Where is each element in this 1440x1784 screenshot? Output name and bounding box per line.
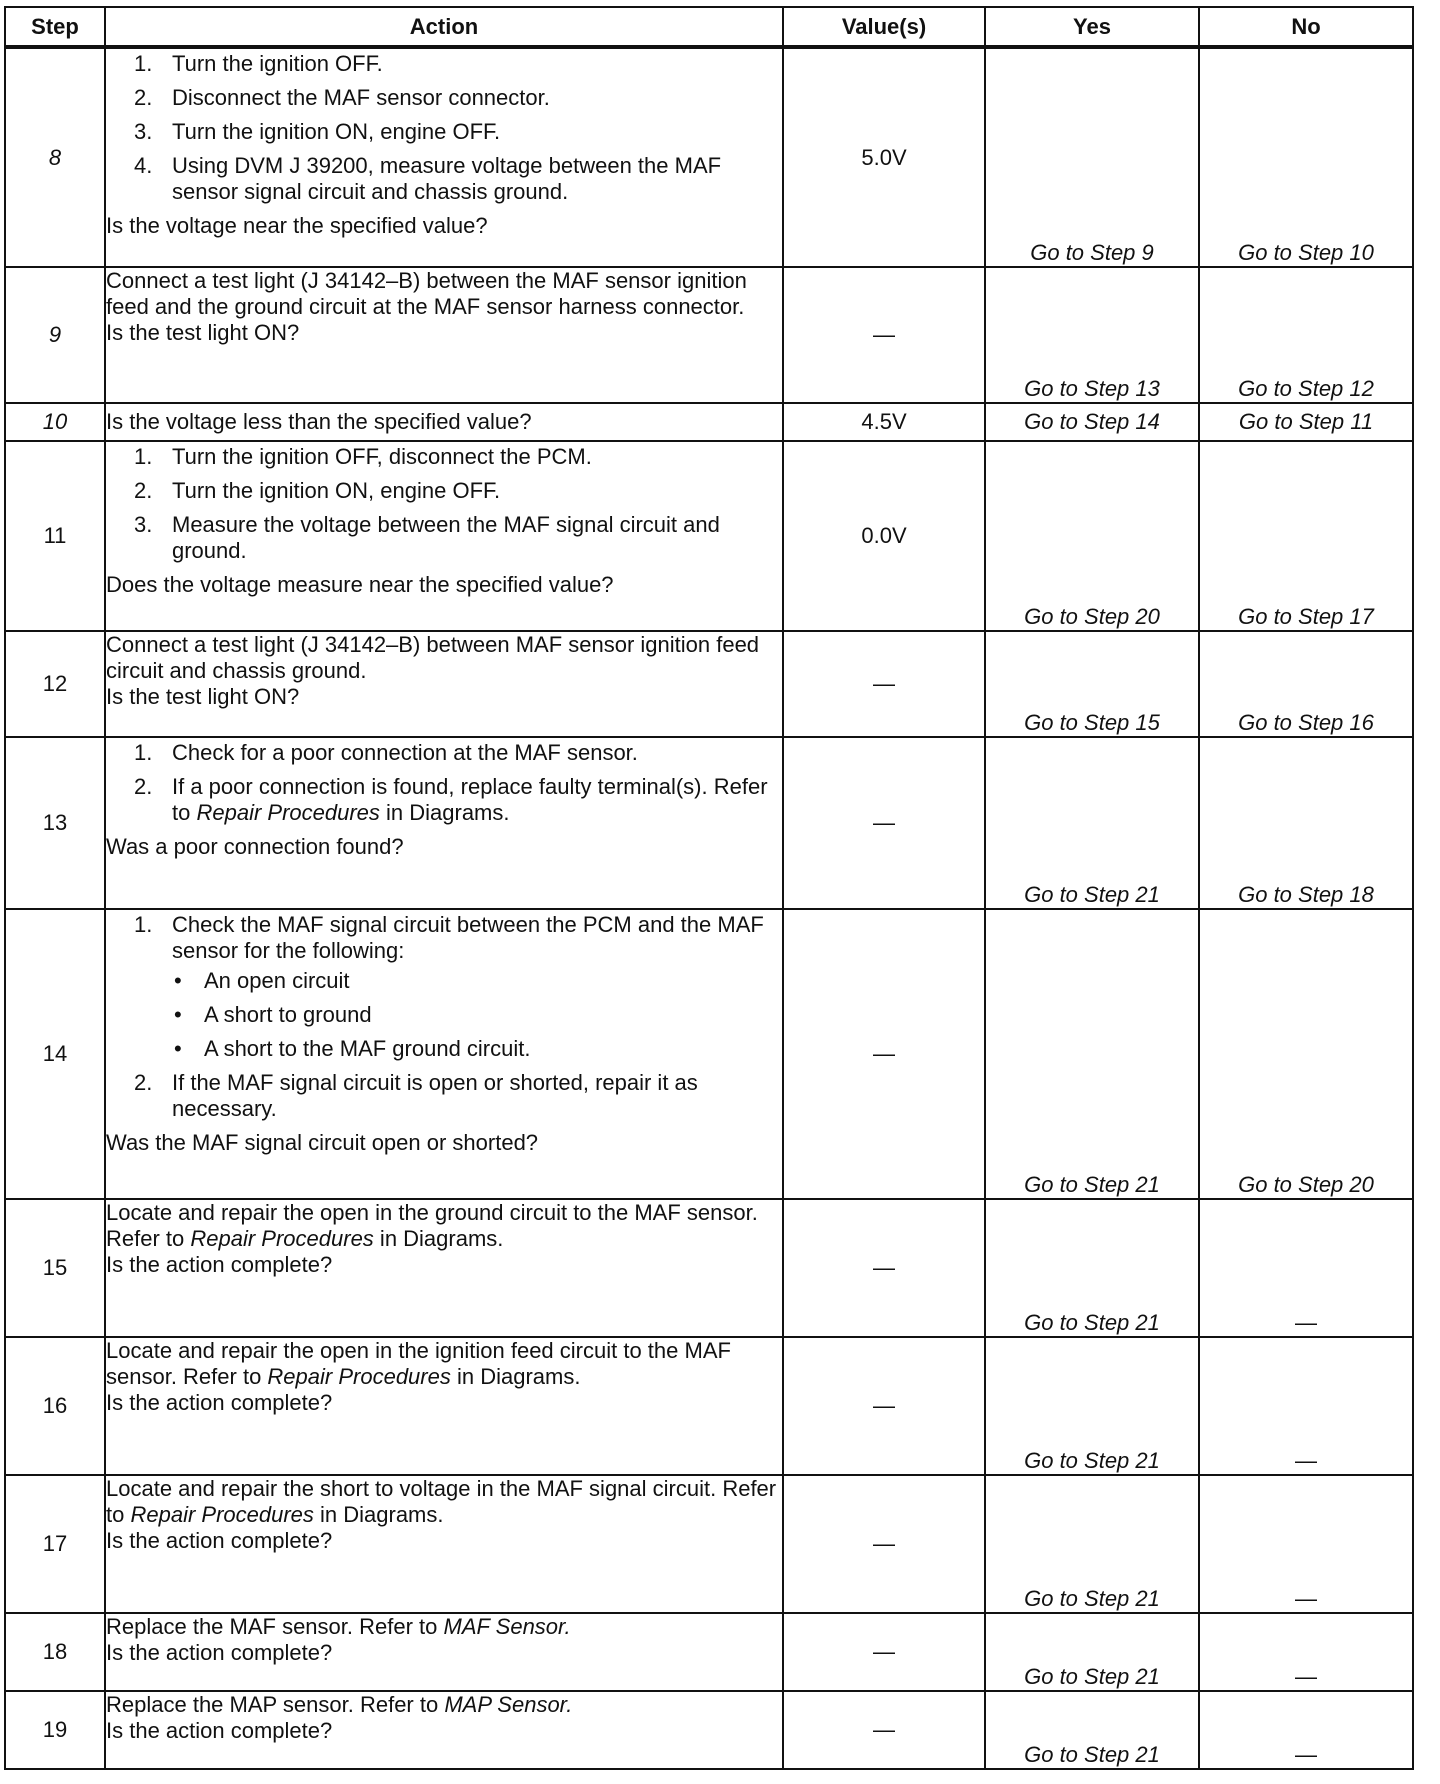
- no-cell: —: [1199, 1475, 1413, 1613]
- action-cell: [105, 1199, 783, 1337]
- list-item: 2. If a poor connection is found, replace faulty terminal(s). Refer to Repair Procedures in Diagrams.: [134, 774, 768, 825]
- question-text: Does the voltage measure near the specified value?: [106, 572, 614, 597]
- yes-cell: Go to Step 21: [985, 1691, 1199, 1769]
- no-cell: Go to Step 16: [1199, 631, 1413, 737]
- action-text: Replace the MAP sensor. Refer to MAP Sensor.: [106, 1692, 573, 1717]
- repair-procedures-reference[interactable]: Repair Procedures: [130, 1502, 314, 1527]
- yes-cell: Go to Step 14: [985, 403, 1199, 441]
- yes-cell: Go to Step 21: [985, 737, 1199, 909]
- table-row: [5, 1691, 1413, 1769]
- step-list: [106, 51, 782, 213]
- table-row: [5, 1475, 1413, 1613]
- header-action: Action: [105, 7, 783, 47]
- yes-cell: Go to Step 15: [985, 631, 1199, 737]
- action-text: Locate and repair the open in the ignition feed circuit to the MAF sensor. Refer to Repair Procedures in Diagrams.: [106, 1338, 731, 1389]
- action-text: Connect a test light (J 34142–B) between the MAF sensor ignition feed and the ground circuit at the MAF sensor harness connector.: [106, 268, 747, 319]
- maf-sensor-reference[interactable]: MAF Sensor.: [443, 1614, 571, 1639]
- yes-cell: Go to Step 20: [985, 441, 1199, 631]
- header-yes: Yes: [985, 7, 1199, 47]
- question-text: Is the action complete?: [106, 1528, 333, 1553]
- no-cell: Go to Step 10: [1199, 47, 1413, 267]
- yes-cell: Go to Step 21: [985, 1613, 1199, 1691]
- bullet-list: [172, 968, 782, 1062]
- question-text: Is the voltage less than the specified value?: [106, 409, 532, 434]
- no-cell: —: [1199, 1199, 1413, 1337]
- value-cell: —: [783, 909, 985, 1199]
- list-item: 3. Measure the voltage between the MAF signal circuit and ground.: [134, 512, 720, 563]
- step-number: 10: [5, 403, 105, 441]
- table-row: [5, 1613, 1413, 1691]
- no-cell: Go to Step 11: [1199, 403, 1413, 441]
- no-cell: Go to Step 18: [1199, 737, 1413, 909]
- table-row: [5, 403, 1413, 441]
- action-text: Locate and repair the open in the ground circuit to the MAF sensor. Refer to Repair Procedures in Diagrams.: [106, 1200, 758, 1251]
- question-text: Is the action complete?: [106, 1252, 333, 1277]
- table-row: [5, 47, 1413, 267]
- no-cell: —: [1199, 1337, 1413, 1475]
- question-text: Is the test light ON?: [106, 684, 300, 709]
- header-values: Value(s): [783, 7, 985, 47]
- step-number: 11: [5, 441, 105, 631]
- table-row: [5, 909, 1413, 1199]
- map-sensor-reference[interactable]: MAP Sensor.: [444, 1692, 573, 1717]
- action-cell: [105, 441, 783, 631]
- value-cell: —: [783, 1199, 985, 1337]
- yes-cell: Go to Step 21: [985, 909, 1199, 1199]
- step-number: 19: [5, 1691, 105, 1769]
- list-item: 2. If the MAF signal circuit is open or shorted, repair it as necessary.: [134, 1070, 698, 1121]
- step-number: 17: [5, 1475, 105, 1613]
- no-cell: —: [1199, 1691, 1413, 1769]
- table-row: [5, 1199, 1413, 1337]
- action-cell: [105, 1337, 783, 1475]
- value-cell: 0.0V: [783, 441, 985, 631]
- step-number: 14: [5, 909, 105, 1199]
- action-cell: [105, 631, 783, 737]
- action-cell: [105, 1475, 783, 1613]
- question-text: Is the action complete?: [106, 1718, 333, 1743]
- repair-procedures-reference[interactable]: Repair Procedures: [196, 800, 380, 825]
- step-list: [106, 444, 782, 572]
- no-cell: Go to Step 12: [1199, 267, 1413, 403]
- list-item: • A short to the MAF ground circuit.: [174, 1036, 531, 1061]
- yes-cell: Go to Step 21: [985, 1475, 1199, 1613]
- list-item: 3. Turn the ignition ON, engine OFF.: [134, 119, 501, 144]
- table-row: [5, 441, 1413, 631]
- question-text: Was a poor connection found?: [106, 834, 404, 859]
- value-cell: —: [783, 1337, 985, 1475]
- list-item: 2. Turn the ignition ON, engine OFF.: [134, 478, 501, 503]
- value-cell: 4.5V: [783, 403, 985, 441]
- list-item: • A short to ground: [174, 1002, 372, 1027]
- step-number: 18: [5, 1613, 105, 1691]
- list-item: 1. Turn the ignition OFF, disconnect the PCM.: [134, 444, 592, 469]
- action-cell: [105, 737, 783, 909]
- question-text: Is the test light ON?: [106, 320, 300, 345]
- action-text: Connect a test light (J 34142–B) between MAF sensor ignition feed circuit and chassis ground.: [106, 632, 760, 683]
- list-item: • An open circuit: [174, 968, 350, 993]
- action-cell: [105, 267, 783, 403]
- table-row: [5, 631, 1413, 737]
- step-number: 12: [5, 631, 105, 737]
- repair-procedures-reference[interactable]: Repair Procedures: [267, 1364, 451, 1389]
- step-number: 13: [5, 737, 105, 909]
- action-cell: [105, 1613, 783, 1691]
- yes-cell: Go to Step 21: [985, 1199, 1199, 1337]
- yes-cell: Go to Step 9: [985, 47, 1199, 267]
- step-list: [106, 912, 782, 1130]
- list-item: 2. Disconnect the MAF sensor connector.: [134, 85, 550, 110]
- list-item: 1. Check the MAF signal circuit between the PCM and the MAF sensor for the following: • An open circuit • A short to ground • A short to the MAF ground circuit.: [106, 912, 782, 1062]
- repair-procedures-reference[interactable]: Repair Procedures: [190, 1226, 374, 1251]
- question-text: Was the MAF signal circuit open or shorted?: [106, 1130, 539, 1155]
- list-item: 1. Turn the ignition OFF.: [134, 51, 383, 76]
- list-item: 4. Using DVM J 39200, measure voltage between the MAF sensor signal circuit and chassis ground.: [134, 153, 722, 204]
- step-number: 8: [5, 47, 105, 267]
- question-text: Is the voltage near the specified value?: [106, 213, 488, 238]
- yes-cell: Go to Step 21: [985, 1337, 1199, 1475]
- header-row: [5, 7, 1413, 47]
- diagnostic-table: [4, 6, 1414, 1770]
- action-cell: [105, 403, 783, 441]
- yes-cell: Go to Step 13: [985, 267, 1199, 403]
- value-cell: —: [783, 1613, 985, 1691]
- action-cell: [105, 47, 783, 267]
- action-text: Locate and repair the short to voltage in the MAF signal circuit. Refer to Repair Procedures in Diagrams.: [106, 1476, 777, 1527]
- question-text: Is the action complete?: [106, 1390, 333, 1415]
- value-cell: —: [783, 1691, 985, 1769]
- value-cell: —: [783, 737, 985, 909]
- table-row: [5, 1337, 1413, 1475]
- step-number: 9: [5, 267, 105, 403]
- step-number: 15: [5, 1199, 105, 1337]
- no-cell: —: [1199, 1613, 1413, 1691]
- table-row: [5, 267, 1413, 403]
- step-list: [106, 740, 782, 834]
- value-cell: —: [783, 1475, 985, 1613]
- header-no: No: [1199, 7, 1413, 47]
- question-text: Is the action complete?: [106, 1640, 333, 1665]
- value-cell: —: [783, 267, 985, 403]
- list-item: 1. Check for a poor connection at the MAF sensor.: [134, 740, 638, 765]
- value-cell: 5.0V: [783, 47, 985, 267]
- action-cell: [105, 909, 783, 1199]
- no-cell: Go to Step 20: [1199, 909, 1413, 1199]
- action-cell: [105, 1691, 783, 1769]
- header-step: Step: [5, 7, 105, 47]
- no-cell: Go to Step 17: [1199, 441, 1413, 631]
- value-cell: —: [783, 631, 985, 737]
- table-row: [5, 737, 1413, 909]
- step-number: 16: [5, 1337, 105, 1475]
- action-text: Replace the MAF sensor. Refer to MAF Sensor.: [106, 1614, 571, 1639]
